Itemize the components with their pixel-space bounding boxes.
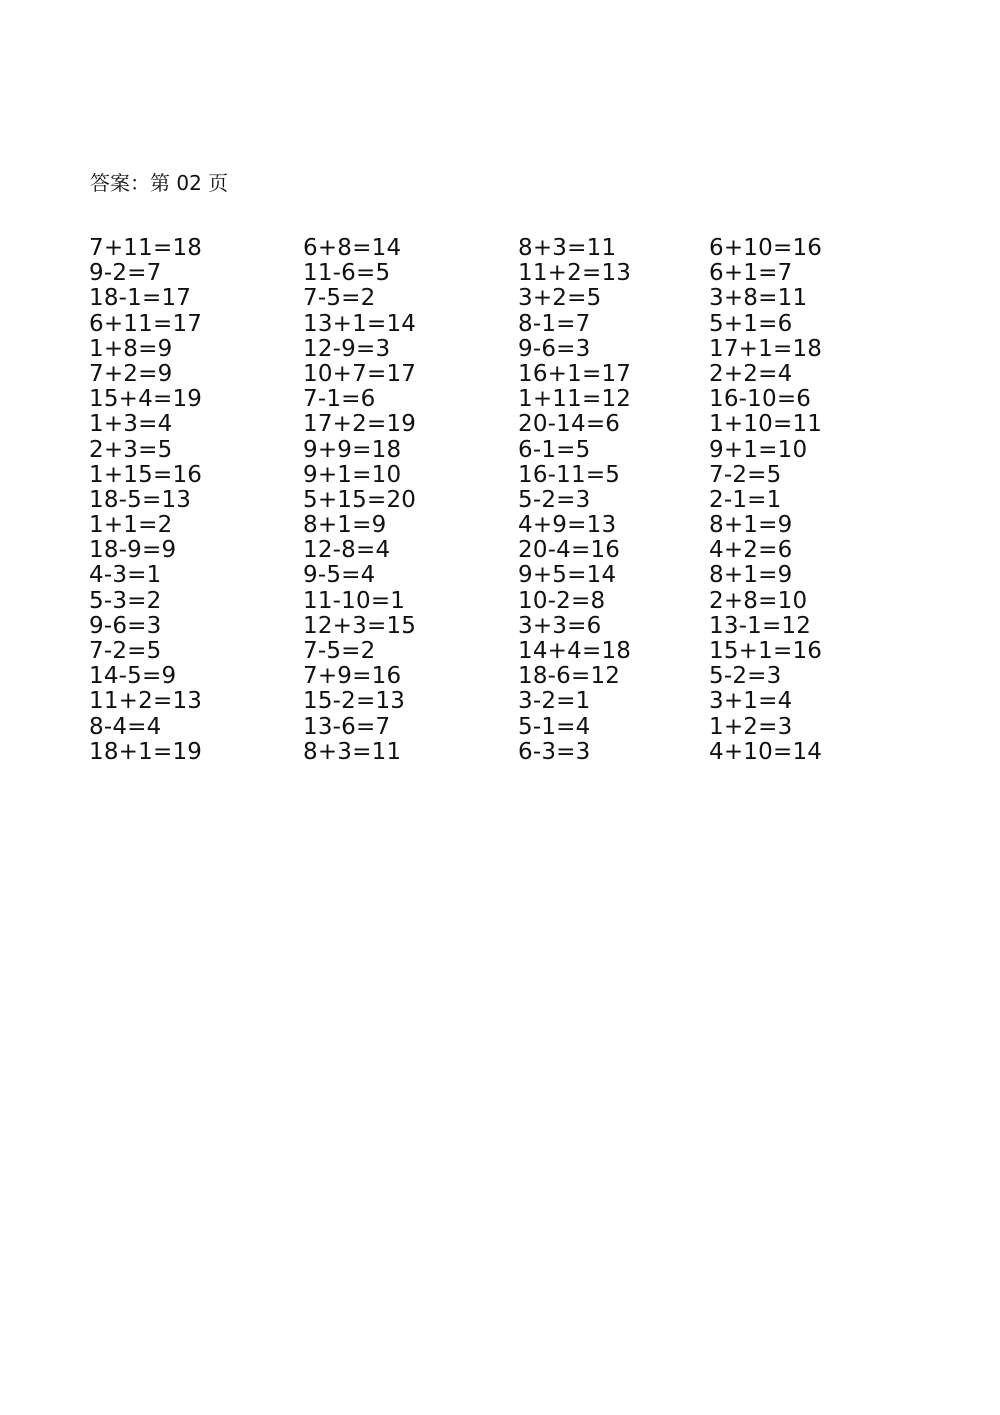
equation-item: 3+1=4 [709, 688, 793, 715]
equation-item: 1+1=2 [89, 512, 173, 539]
equation-item: 9+1=10 [709, 436, 808, 463]
equation-item: 3+8=11 [709, 285, 808, 312]
equation-item: 8+3=11 [518, 235, 617, 261]
equation-item: 7+9=16 [303, 663, 402, 690]
equation-item: 2-1=1 [709, 486, 782, 513]
equation-item: 8+1=9 [709, 562, 793, 589]
equation-item: 5-1=4 [518, 713, 591, 740]
equation-item: 20-14=6 [518, 411, 621, 438]
equation-item: 1+11=12 [518, 386, 632, 413]
equation-item: 18+1=19 [89, 738, 203, 765]
equation-item: 7+2=9 [89, 360, 173, 387]
equation-item: 4+10=14 [709, 738, 823, 765]
equation-item: 13-6=7 [303, 713, 391, 740]
equation-item: 14-5=9 [89, 663, 177, 690]
equation-item: 8-4=4 [89, 713, 162, 740]
equation-item: 16-11=5 [518, 461, 621, 488]
equation-item: 13-1=12 [709, 612, 812, 639]
equation-item: 8+1=9 [709, 512, 793, 539]
equation-item: 10-2=8 [518, 587, 606, 614]
equation-item: 16-10=6 [709, 386, 812, 413]
equation-item: 5-3=2 [89, 587, 162, 614]
equation-item: 9-6=3 [518, 335, 591, 362]
equation-item: 13+1=14 [303, 310, 417, 337]
answer-column-1 [89, 236, 289, 765]
equation-item: 8+1=9 [303, 512, 387, 539]
equation-item: 18-6=12 [518, 663, 621, 690]
equation-item: 15-2=13 [303, 688, 406, 715]
equation-item: 9-5=4 [303, 562, 376, 589]
equation-item: 8-1=7 [518, 310, 591, 337]
equation-item: 6+8=14 [303, 235, 402, 261]
equation-item: 11+2=13 [89, 688, 203, 715]
page-title: 答案：第 02 页 [90, 171, 229, 195]
equation-item: 9-6=3 [89, 612, 162, 639]
equation-item: 6-3=3 [518, 738, 591, 765]
equation-item: 9+1=10 [303, 461, 402, 488]
answer-column-3 [518, 236, 718, 765]
equation-item: 1+8=9 [89, 335, 173, 362]
equation-item: 6+1=7 [709, 260, 793, 287]
equation-item: 12-9=3 [303, 335, 391, 362]
equation-item: 5+15=20 [303, 486, 417, 513]
answer-column-2 [303, 236, 503, 765]
equation-item: 6+11=17 [89, 310, 203, 337]
equation-item: 8+3=11 [303, 738, 402, 765]
equation-item: 3+2=5 [518, 285, 602, 312]
equation-item: 1+2=3 [709, 713, 793, 740]
equation-item: 17+1=18 [709, 335, 823, 362]
equation-item: 7-2=5 [89, 638, 162, 664]
equation-item: 18-5=13 [89, 486, 192, 513]
equation-item: 7-5=2 [303, 638, 376, 664]
equation-item: 15+1=16 [709, 638, 823, 664]
equation-item: 11-6=5 [303, 260, 391, 287]
equation-item: 17+2=19 [303, 411, 417, 438]
equation-item: 2+2=4 [709, 360, 793, 387]
answer-column-4 [709, 236, 909, 765]
equation-item: 6-1=5 [518, 436, 591, 463]
equation-item: 1+15=16 [89, 461, 203, 488]
equation-item: 4+2=6 [709, 537, 793, 564]
equation-item: 18-9=9 [89, 537, 177, 564]
equation-item: 2+3=5 [89, 436, 173, 463]
equation-item: 1+10=11 [709, 411, 823, 438]
equation-item: 12-8=4 [303, 537, 391, 564]
equation-item: 18-1=17 [89, 285, 192, 312]
equation-item: 9+9=18 [303, 436, 402, 463]
equation-item: 1+3=4 [89, 411, 173, 438]
equation-item: 4+9=13 [518, 512, 617, 539]
equation-item: 11+2=13 [518, 260, 632, 287]
equation-item: 5-2=3 [518, 486, 591, 513]
equation-item: 15+4=19 [89, 386, 203, 413]
equation-item: 20-4=16 [518, 537, 621, 564]
equation-item: 2+8=10 [709, 587, 808, 614]
equation-item: 3+3=6 [518, 612, 602, 639]
equation-item: 7-5=2 [303, 285, 376, 312]
equation-item: 9+5=14 [518, 562, 617, 589]
equation-item: 6+10=16 [709, 235, 823, 261]
equation-item: 14+4=18 [518, 638, 632, 664]
equation-item: 12+3=15 [303, 612, 417, 639]
equation-item: 3-2=1 [518, 688, 591, 715]
equation-item: 4-3=1 [89, 562, 162, 589]
equation-item: 9-2=7 [89, 260, 162, 287]
equation-item: 7-1=6 [303, 386, 376, 413]
equation-item: 7+11=18 [89, 235, 203, 261]
equation-item: 7-2=5 [709, 461, 782, 488]
equation-item: 11-10=1 [303, 587, 406, 614]
equation-item: 5+1=6 [709, 310, 793, 337]
equation-item: 16+1=17 [518, 360, 632, 387]
equation-item: 10+7=17 [303, 360, 417, 387]
equation-item: 5-2=3 [709, 663, 782, 690]
